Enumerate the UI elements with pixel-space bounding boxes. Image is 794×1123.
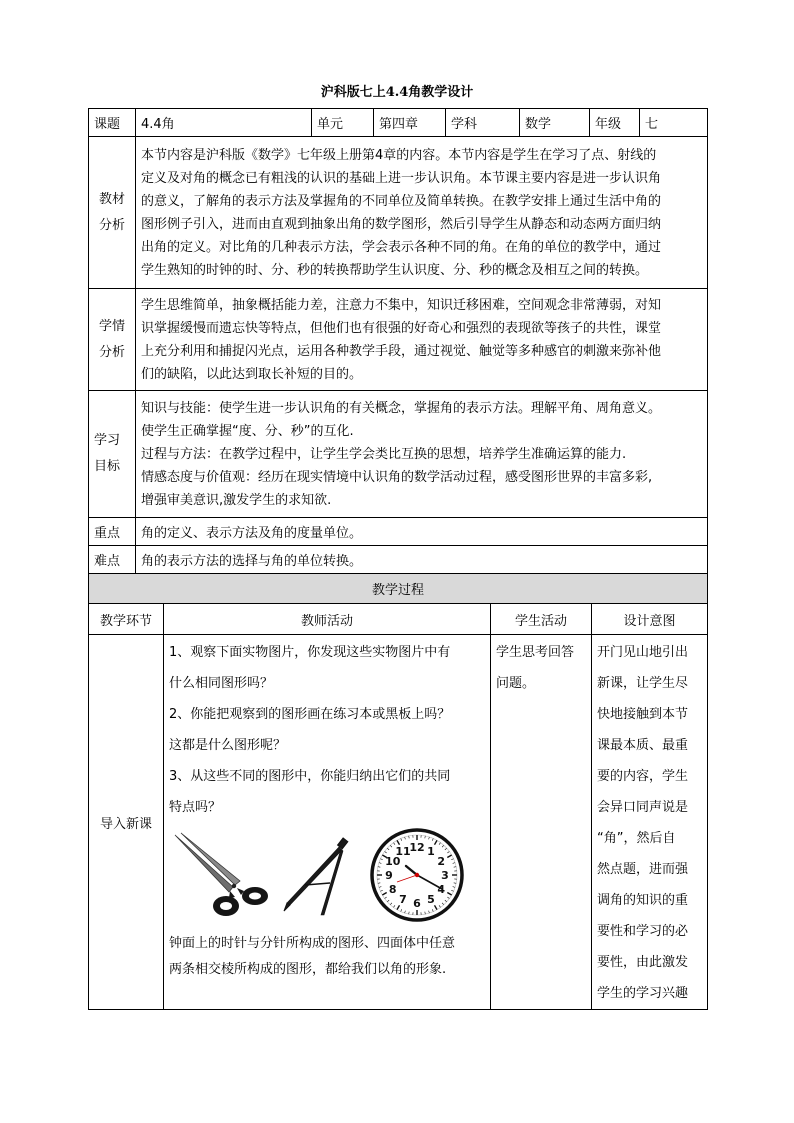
key-point-row	[89, 518, 708, 546]
material-line: 出角的定义。对比角的几种表示方法，学会表示各种不同的角。在角的单位的教学中，通过	[141, 239, 662, 255]
intent-line: 学生的学习兴趣	[597, 986, 689, 1001]
student-line: 问题。	[496, 676, 536, 691]
intent-line: 快地接触到本节	[597, 707, 689, 722]
goals-label-line2: 目标	[94, 459, 121, 474]
key-point-text: 角的定义、表示方法及角的度量单位。	[136, 518, 708, 546]
intent-line: 要的内容，学生	[597, 769, 689, 784]
clock-number: 8	[388, 883, 397, 896]
intent-line: 新课，让学生尽	[597, 676, 689, 691]
clock-number: 5	[427, 893, 435, 907]
teacher-line: 3、从这些不同的图形中，你能归纳出它们的共同	[169, 769, 451, 784]
process-title-row	[89, 574, 708, 604]
header-teacher: 教师活动	[164, 604, 491, 635]
teacher-line: 2、你能把观察到的图形画在练习本或黑板上吗？	[169, 707, 451, 722]
teacher-activity	[164, 635, 491, 1010]
student-analysis-label	[89, 289, 136, 391]
material-label-line2: 分析	[98, 217, 125, 233]
student-line: 上充分利用和捕捉闪光点，运用各种教学手段，通过视觉、触觉等多种感官的刺激来弥补他	[141, 343, 662, 359]
header-stage: 教学环节	[89, 604, 164, 635]
unit-value: 第四章	[374, 109, 446, 137]
teacher-note-line: 钟面上的时针与分针所构成的图形、四面体中任意	[169, 936, 456, 951]
intent-line: 要性和学习的必	[597, 924, 689, 939]
lesson-info-table	[88, 108, 708, 574]
process-title: 教学过程	[89, 574, 708, 604]
teacher-line: 什么相同图形吗？	[169, 676, 274, 691]
goals-line: 情感态度与价值观：经历在现实情境中认识角的数学活动过程，感受图形世界的丰富多彩,	[141, 469, 653, 485]
intent-line: “角”，然后自	[597, 831, 676, 846]
student-label-line2: 分析	[98, 344, 125, 360]
unit-label: 单元	[312, 109, 374, 137]
header-student: 学生活动	[491, 604, 592, 635]
teacher-line: 1、观察下面实物图片，你发现这些实物图片中有	[169, 645, 451, 660]
material-line: 本节内容是沪科版《数学》七年级上册第4章的内容。本节内容是学生在学习了点、射线的	[141, 147, 657, 163]
clock-number: 7	[399, 893, 407, 907]
intent-line: 开门见山地引出	[597, 645, 689, 660]
goals-label-line1: 学习	[94, 433, 121, 448]
material-line: 学生熟知的时钟的时、分、秒的转换帮助学生认识度、分、秒的概念及相互之间的转换。	[141, 262, 649, 278]
intent-line: 要性，由此激发	[597, 955, 689, 970]
student-activity	[491, 635, 592, 1010]
difficulty-text: 角的表示方法的选择与角的单位转换。	[136, 546, 708, 574]
difficulty-label: 难点	[89, 546, 136, 574]
compass-icon	[281, 835, 355, 919]
teacher-note-line: 两条相交棱所构成的图形，都给我们以角的形象.	[169, 962, 447, 977]
intro-row	[89, 635, 708, 1010]
material-analysis-row	[89, 137, 708, 289]
student-label-line1: 学情	[98, 318, 125, 334]
topic-value: 4.4角	[136, 109, 312, 137]
teacher-line: 特点吗？	[169, 800, 222, 815]
subject-value: 数学	[520, 109, 590, 137]
subject-label: 学科	[446, 109, 520, 137]
teaching-process-table	[88, 573, 708, 1010]
difficulty-row	[89, 546, 708, 574]
learning-goals-row	[89, 391, 708, 518]
header-intent: 设计意图	[592, 604, 708, 635]
student-analysis-text	[136, 289, 708, 391]
clock-number: 4	[437, 883, 446, 896]
clock-number: 2	[437, 855, 446, 868]
clock-number: 3	[441, 869, 449, 882]
material-label-line1: 教材	[98, 191, 125, 207]
material-analysis-label	[89, 137, 136, 289]
intent-line: 会异口同声说是	[597, 800, 689, 815]
student-line: 学生思考回答	[496, 645, 575, 660]
object-pictures	[169, 827, 485, 929]
design-intent	[592, 635, 708, 1010]
clock-icon	[369, 827, 465, 923]
goals-line: 使学生正确掌握“度、分、秒”的互化.	[141, 423, 354, 439]
goals-line: 增强审美意识,激发学生的求知欲.	[141, 492, 332, 508]
goals-line: 过程与方法：在教学过程中，让学生学会类比互换的思想，培养学生准确运算的能力.	[141, 446, 627, 462]
intent-line: 然点题，进而强	[597, 862, 689, 877]
material-line: 图形例子引入，进而由直观到抽象出角的数学图形，然后引导学生从静态和动态两方面归纳	[141, 216, 662, 232]
stage-intro: 导入新课	[89, 635, 164, 1010]
grade-label: 年级	[590, 109, 640, 137]
scissors-icon	[171, 829, 271, 921]
clock-number: 6	[413, 897, 421, 910]
student-analysis-row	[89, 289, 708, 391]
student-line: 们的缺陷，以此达到取长补短的目的。	[141, 366, 363, 382]
clock-number: 1	[427, 844, 435, 858]
intent-line: 调角的知识的重	[597, 893, 689, 908]
material-line: 定义及对角的概念已有粗浅的认识的基础上进一步认识角。本节课主要内容是进一步认识角	[141, 170, 662, 186]
material-line: 的意义，了解角的表示方法及掌握角的不同单位及简单转换。在教学安排上通过生活中角的	[141, 193, 662, 209]
student-line: 学生思维简单，抽象概括能力差，注意力不集中，知识迁移困难，空间观念非常薄弱，对知	[141, 297, 662, 313]
learning-goals-text	[136, 391, 708, 518]
key-point-label: 重点	[89, 518, 136, 546]
goals-line: 知识与技能：使学生进一步认识角的有关概念，掌握角的表示方法。理解平角、周角意义。	[141, 400, 662, 416]
clock-number: 9	[385, 869, 393, 882]
student-line: 识掌握缓慢而遗忘快等特点，但他们也有很强的好奇心和强烈的表现欲等孩子的共性，课堂	[141, 320, 662, 336]
teacher-line: 这都是什么图形呢？	[169, 738, 287, 753]
material-analysis-text	[136, 137, 708, 289]
intent-line: 课最本质、最重	[597, 738, 689, 753]
clock-number: 12	[409, 841, 425, 854]
grade-value: 七	[640, 109, 708, 137]
info-row	[89, 109, 708, 137]
process-header-row	[89, 604, 708, 635]
document-title: 沪科版七上4.4角教学设计	[320, 85, 474, 100]
clock-number: 10	[385, 855, 401, 868]
learning-goals-label	[89, 391, 136, 518]
clock-number: 11	[395, 844, 411, 858]
topic-label: 课题	[89, 109, 136, 137]
